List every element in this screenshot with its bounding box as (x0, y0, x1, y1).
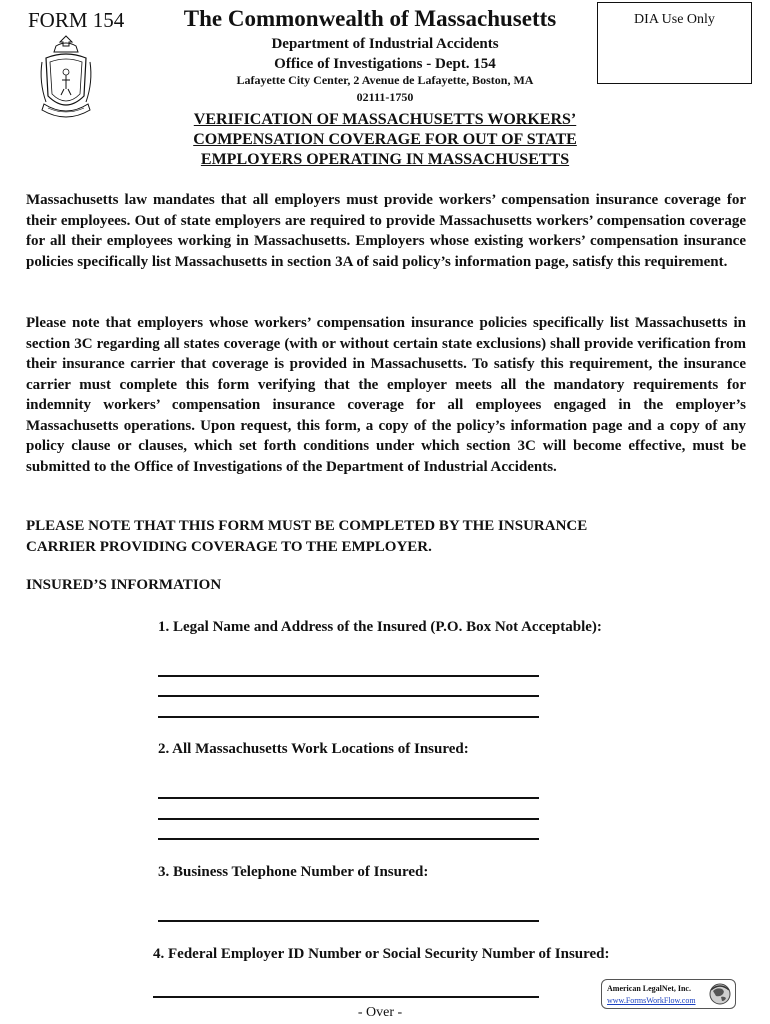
address-line-2: 02111-1750 (356, 90, 414, 104)
telephone-line[interactable] (158, 920, 539, 922)
logo-name: American LegalNet, Inc. (607, 984, 691, 993)
address-line-1: Lafayette City Center, 2 Avenue de Lafayette, Boston, MA (236, 73, 534, 87)
dia-use-only-label: DIA Use Only (634, 12, 715, 27)
fein-ssn-line[interactable] (153, 996, 539, 998)
document-title: The Commonwealth of Massachusetts (183, 6, 557, 31)
address-block (150, 72, 620, 106)
question-1-label: 1. Legal Name and Address of the Insured (P.O. Box Not Acceptable): (158, 619, 602, 635)
form-heading-line-1: VERIFICATION OF MASSACHUSETTS WORKERS’ (193, 111, 577, 128)
insured-info-heading: INSURED’S INFORMATION (26, 577, 222, 593)
work-locations-line-2[interactable] (158, 818, 539, 820)
department-block (150, 34, 620, 74)
carrier-notice-line-1: PLEASE NOTE THAT THIS FORM MUST BE COMPLETED BY THE INSURANCE (26, 518, 588, 534)
insured-name-address-line-2[interactable] (158, 695, 539, 697)
verification-paragraph: Please note that employers whose workers’ compensation insurance policies specifically list Massachusetts in section 3C regarding all states coverage (with or without certain state exclusions) shall provide verification from their insurance carrier that coverage is provided in Massachusetts. To satisfy this requirement, the insurance carrier must complete this form verifying that the employer meets all the mandatory requirements for indemnity workers’ compensation insurance coverage for all employees engaged in the employer’s Massachusetts operations. Upon request, this form, a copy of the policy’s information page and a copy of any policy clause or clauses, which set forth conditions under which section 3C will become effective, must be submitted to the Office of Investigations of the Department of Industrial Accidents. (26, 315, 746, 475)
legalnet-logo[interactable] (601, 979, 736, 1009)
department-name: Department of Industrial Accidents (271, 36, 499, 52)
carrier-notice (26, 516, 746, 557)
massachusetts-seal-icon (38, 32, 94, 126)
over-label: - Over - (357, 1005, 403, 1020)
work-locations-line-3[interactable] (158, 838, 539, 840)
work-locations-line-1[interactable] (158, 797, 539, 799)
form-heading-line-3: EMPLOYERS OPERATING IN MASSACHUSETTS (200, 151, 570, 168)
logo-url-link[interactable]: www.FormsWorkFlow.com (607, 996, 696, 1005)
question-3-label: 3. Business Telephone Number of Insured: (158, 864, 429, 880)
question-4-label: 4. Federal Employer ID Number or Social Security Number of Insured: (153, 946, 610, 962)
form-number: FORM 154 (28, 8, 125, 32)
question-2-label: 2. All Massachusetts Work Locations of Insured: (158, 741, 469, 757)
insured-name-address-line-3[interactable] (158, 716, 539, 718)
insured-name-address-line-1[interactable] (158, 675, 539, 677)
dia-use-only-box (597, 2, 752, 84)
carrier-notice-line-2: CARRIER PROVIDING COVERAGE TO THE EMPLOYER. (26, 538, 432, 555)
office-name: Office of Investigations - Dept. 154 (274, 56, 496, 72)
form-heading-line-2: COMPENSATION COVERAGE FOR OUT OF STATE (193, 131, 577, 148)
form-heading (100, 110, 670, 170)
intro-paragraph: Massachusetts law mandates that all employers must provide workers’ compensation insurance coverage for their employees. Out of state employers are required to provide Massachusetts workers’ compensation coverage for all their employees working in Massachusetts. Employers whose existing workers’ compensation insurance policies specifically list Massachusetts in section 3A of said policy’s information page, satisfy this requirement. (26, 192, 746, 270)
globe-icon (708, 982, 732, 1006)
